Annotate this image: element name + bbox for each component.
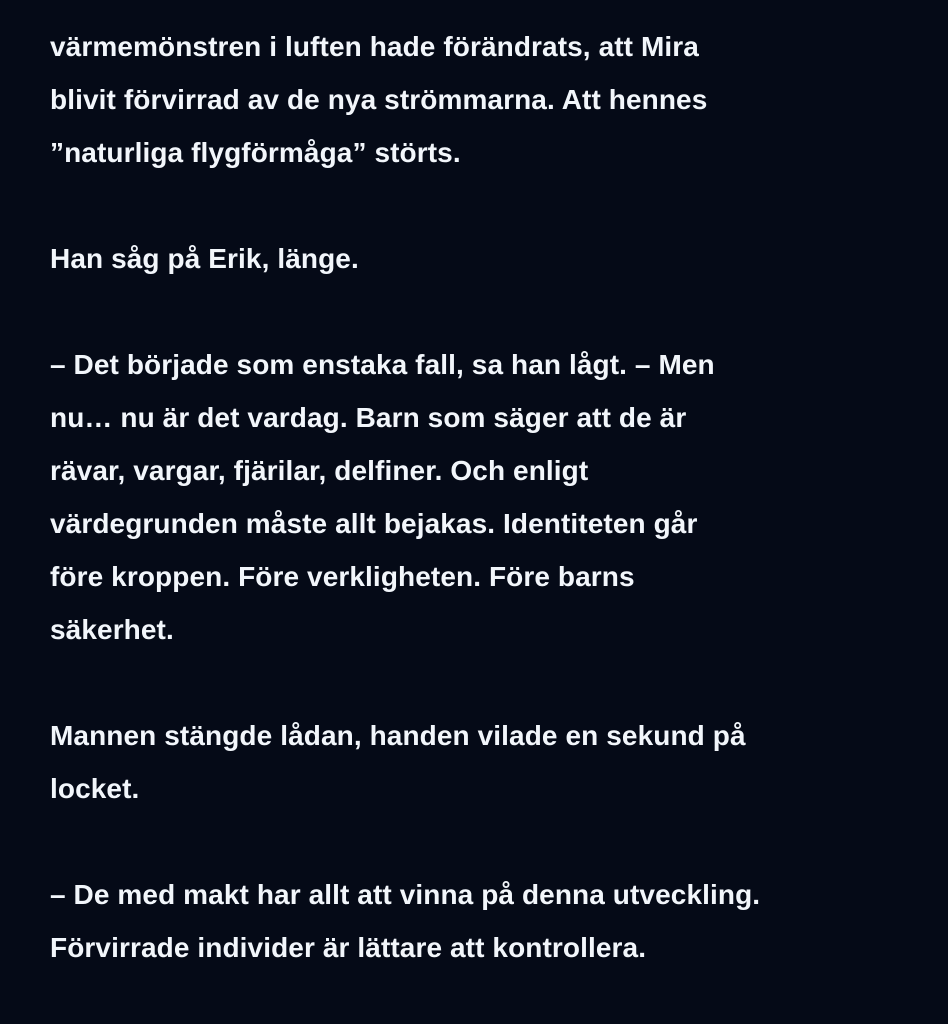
text-line: blivit förvirrad av de nya strömmarna. Att hennes	[50, 84, 708, 115]
text-line: säkerhet.	[50, 614, 174, 645]
story-text	[50, 20, 918, 974]
paragraph	[50, 232, 918, 285]
text-line: Mannen stängde lådan, handen vilade en sekund på	[50, 720, 746, 751]
text-line: ”naturliga flygförmåga” störts.	[50, 137, 461, 168]
text-line: rävar, vargar, fjärilar, delfiner. Och enligt	[50, 455, 589, 486]
text-line: värdegrunden måste allt bejakas. Identiteten går	[50, 508, 698, 539]
text-line: värmemönstren i luften hade förändrats, att Mira	[50, 31, 699, 62]
text-line: locket.	[50, 773, 140, 804]
text-line: – De med makt har allt att vinna på denna utveckling.	[50, 879, 761, 910]
paragraph	[50, 868, 918, 974]
paragraph	[50, 338, 918, 656]
paragraph	[50, 709, 918, 815]
text-line: Förvirrade individer är lättare att kontrollera.	[50, 932, 647, 963]
text-line: Han såg på Erik, länge.	[50, 243, 359, 274]
text-line: före kroppen. Före verkligheten. Före barns	[50, 561, 635, 592]
text-line: – Det började som enstaka fall, sa han lågt. – Men	[50, 349, 715, 380]
text-line: nu… nu är det vardag. Barn som säger att de är	[50, 402, 687, 433]
paragraph	[50, 20, 918, 179]
